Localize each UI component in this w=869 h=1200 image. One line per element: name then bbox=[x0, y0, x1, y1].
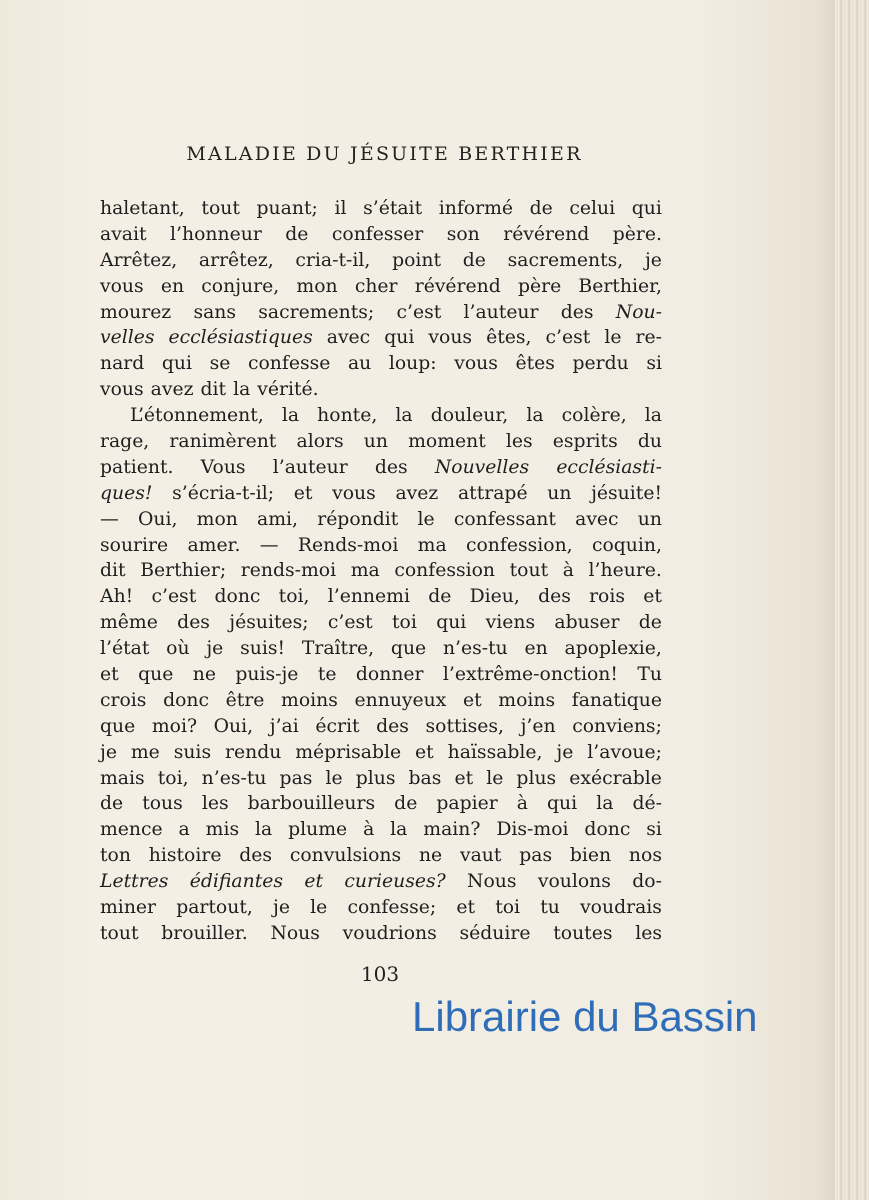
word: haïssable, bbox=[447, 741, 543, 763]
word: Nouvelles bbox=[434, 456, 530, 478]
word: et bbox=[415, 741, 434, 763]
text-line bbox=[100, 351, 662, 377]
word: des bbox=[239, 845, 273, 867]
word: moment bbox=[408, 431, 486, 453]
word: sans bbox=[193, 301, 237, 323]
word: nard bbox=[100, 353, 145, 375]
word: alors bbox=[296, 431, 344, 453]
word: Nous bbox=[467, 871, 517, 893]
word: crois bbox=[100, 689, 147, 711]
word: puant; bbox=[256, 198, 318, 219]
word: et bbox=[462, 689, 482, 711]
word: pas bbox=[279, 767, 313, 789]
word: conviens; bbox=[572, 715, 662, 737]
word: donner bbox=[355, 664, 424, 686]
word: suis bbox=[173, 741, 212, 763]
word: curieuses? bbox=[344, 871, 446, 893]
word: exécrable bbox=[569, 767, 662, 789]
text-line bbox=[100, 403, 662, 429]
word: êtes, bbox=[486, 327, 532, 349]
word: et bbox=[456, 897, 476, 919]
word: Traître, bbox=[301, 638, 375, 660]
word: de bbox=[100, 793, 124, 815]
word: honte, bbox=[317, 405, 378, 427]
word: donc bbox=[584, 819, 631, 841]
word: mis bbox=[205, 819, 240, 841]
word: avez bbox=[150, 379, 194, 401]
word: c’est bbox=[545, 327, 591, 349]
word: vaut bbox=[459, 845, 502, 867]
word: plus bbox=[516, 767, 557, 789]
word: attrapé bbox=[457, 482, 528, 504]
word: suis! bbox=[240, 638, 286, 660]
word: à bbox=[562, 560, 574, 582]
word: Ah! bbox=[100, 586, 134, 608]
word: en bbox=[160, 275, 185, 297]
word: do- bbox=[632, 871, 662, 893]
text-line bbox=[100, 558, 662, 584]
word: main? bbox=[423, 819, 481, 841]
word: écrit bbox=[315, 715, 360, 737]
word: qui bbox=[436, 612, 467, 634]
word: répondit bbox=[317, 508, 399, 530]
word: Dieu, bbox=[469, 586, 520, 608]
word: rage, bbox=[100, 431, 150, 453]
word: vous bbox=[428, 327, 473, 349]
word: toi bbox=[495, 897, 521, 919]
word: au bbox=[347, 353, 372, 375]
word: l’auteur bbox=[463, 301, 539, 323]
text-line bbox=[100, 869, 662, 895]
word: mon bbox=[296, 275, 338, 297]
word: perdu bbox=[572, 353, 629, 375]
text-line bbox=[100, 714, 662, 740]
word: l’honneur bbox=[170, 223, 262, 245]
word: confesse bbox=[247, 353, 331, 375]
word: rends-moi bbox=[240, 560, 337, 582]
word: Vous bbox=[200, 456, 246, 478]
text-line bbox=[100, 274, 662, 300]
word: les bbox=[505, 431, 533, 453]
word: du bbox=[637, 431, 662, 453]
word: puis-je bbox=[235, 664, 299, 686]
word: confesse; bbox=[347, 897, 437, 919]
word: ecclésiasti- bbox=[556, 456, 662, 478]
word: l’auteur bbox=[272, 456, 348, 478]
word: qui bbox=[547, 793, 578, 815]
word: je bbox=[556, 741, 574, 763]
word: des bbox=[374, 456, 408, 478]
word: ques! bbox=[100, 482, 153, 504]
word: de bbox=[638, 612, 662, 634]
word: amer. bbox=[187, 534, 241, 556]
text-line bbox=[100, 300, 662, 326]
word: Berthier, bbox=[578, 275, 662, 297]
text-line bbox=[100, 688, 662, 714]
word: arrêtez, bbox=[198, 249, 274, 271]
word: conjure, bbox=[201, 275, 280, 297]
word: l’ennemi bbox=[327, 586, 410, 608]
word: Tu bbox=[637, 664, 662, 686]
word: de bbox=[428, 586, 452, 608]
word: la bbox=[644, 405, 662, 427]
word: a bbox=[178, 819, 190, 841]
word: la bbox=[255, 819, 273, 841]
text-line bbox=[100, 636, 662, 662]
word: patient. bbox=[100, 456, 174, 478]
text-line bbox=[100, 455, 662, 481]
word: qui bbox=[384, 327, 415, 349]
word: moins bbox=[281, 689, 338, 711]
word: un bbox=[637, 508, 662, 530]
word: — bbox=[259, 534, 279, 556]
word: Nous bbox=[270, 922, 320, 944]
word: bien bbox=[569, 845, 612, 867]
word: c’est bbox=[327, 612, 373, 634]
word: ranimèrent bbox=[169, 431, 277, 453]
word: un bbox=[547, 482, 572, 504]
word: dé- bbox=[632, 793, 662, 815]
word: brouiller. bbox=[161, 922, 248, 944]
word: ma bbox=[350, 560, 380, 582]
word: si bbox=[646, 819, 662, 841]
word: mais bbox=[100, 767, 145, 789]
word: père bbox=[517, 275, 562, 297]
word: confession bbox=[394, 560, 496, 582]
word: confesser bbox=[331, 223, 424, 245]
word: tout bbox=[201, 198, 240, 219]
word: confessant bbox=[453, 508, 556, 530]
word: je bbox=[644, 249, 662, 271]
word: ennuyeux bbox=[354, 689, 447, 711]
word: tout bbox=[100, 922, 139, 944]
word: s’écria-t-il; bbox=[172, 482, 275, 504]
word: n’es-tu bbox=[201, 767, 267, 789]
word: nos bbox=[628, 845, 662, 867]
word: — bbox=[100, 508, 119, 530]
page-number: 103 bbox=[360, 962, 400, 986]
word: dit bbox=[200, 379, 227, 401]
word: te bbox=[317, 664, 337, 686]
word: Oui, bbox=[213, 715, 254, 737]
word: Arrêtez, bbox=[100, 249, 178, 271]
word: voudrais bbox=[580, 897, 662, 919]
word: plus bbox=[355, 767, 396, 789]
word: rendu bbox=[225, 741, 282, 763]
word: informé bbox=[438, 198, 514, 219]
word: toi, bbox=[278, 586, 310, 608]
word: tout bbox=[509, 560, 549, 582]
word: vous bbox=[100, 379, 144, 401]
word: sacrements; bbox=[258, 301, 375, 323]
word: Nou- bbox=[615, 301, 662, 323]
word: fanatique bbox=[571, 689, 662, 711]
word: vous bbox=[454, 353, 498, 375]
word: avec bbox=[575, 508, 619, 530]
word: j’en bbox=[520, 715, 556, 737]
word: haletant, bbox=[100, 198, 185, 219]
word: re- bbox=[635, 327, 662, 349]
word: de bbox=[285, 223, 309, 245]
word: plume bbox=[288, 819, 348, 841]
word: que bbox=[138, 664, 174, 686]
word: de bbox=[529, 198, 553, 219]
word: même bbox=[100, 612, 158, 634]
text-line bbox=[100, 196, 662, 222]
word: des bbox=[560, 301, 594, 323]
word: et bbox=[100, 664, 119, 686]
text-line bbox=[100, 662, 662, 688]
word: que bbox=[100, 715, 136, 737]
word: histoire bbox=[148, 845, 222, 867]
word: L’étonnement, bbox=[130, 405, 264, 427]
word: la bbox=[233, 379, 251, 401]
word: apoplexie, bbox=[564, 638, 662, 660]
word: la bbox=[281, 405, 300, 427]
word: ecclésiastiques bbox=[168, 327, 313, 349]
word: de bbox=[394, 793, 418, 815]
word: Berthier; bbox=[140, 560, 227, 582]
text-line bbox=[100, 895, 662, 921]
word: abuser bbox=[554, 612, 620, 634]
word: la bbox=[526, 405, 544, 427]
word: esprits bbox=[552, 431, 618, 453]
word: l’extrême-onction! bbox=[442, 664, 618, 686]
word: avec bbox=[326, 327, 371, 349]
word: être bbox=[225, 689, 265, 711]
word: qui bbox=[161, 353, 193, 375]
word: s’était bbox=[363, 198, 423, 219]
word: et bbox=[304, 871, 324, 893]
word: des bbox=[538, 586, 571, 608]
word: les bbox=[635, 922, 662, 944]
word: donc bbox=[214, 586, 261, 608]
word: ne bbox=[192, 664, 216, 686]
word: révérend bbox=[503, 223, 590, 245]
word: à bbox=[363, 819, 375, 841]
word: c’est bbox=[396, 301, 442, 323]
word: des bbox=[376, 715, 409, 737]
word: la bbox=[596, 793, 614, 815]
word: révérend bbox=[414, 275, 501, 297]
text-line bbox=[100, 222, 662, 248]
word: édifiantes bbox=[189, 871, 284, 893]
word: le bbox=[310, 897, 328, 919]
word: je bbox=[100, 741, 117, 763]
word: moins bbox=[498, 689, 556, 711]
word: qui bbox=[631, 198, 662, 219]
word: jésuites; bbox=[229, 612, 309, 634]
word: êtes bbox=[515, 353, 555, 375]
word: des bbox=[177, 612, 210, 634]
word: ma bbox=[417, 534, 447, 556]
word: vous bbox=[100, 275, 144, 297]
word: le bbox=[486, 767, 504, 789]
word: l’heure. bbox=[588, 560, 662, 582]
word: vous bbox=[332, 482, 376, 504]
word: dit bbox=[100, 560, 126, 582]
word: barbouilleurs bbox=[247, 793, 376, 815]
word: tous bbox=[142, 793, 183, 815]
word: convulsions bbox=[289, 845, 402, 867]
word: le bbox=[417, 508, 435, 530]
word: mourez bbox=[100, 301, 172, 323]
word: sottises, bbox=[425, 715, 504, 737]
word: en bbox=[524, 638, 548, 660]
word: pas bbox=[519, 845, 553, 867]
word: si bbox=[646, 353, 662, 375]
word: la bbox=[395, 405, 413, 427]
word: n’es-tu bbox=[442, 638, 508, 660]
word: Dis-moi bbox=[496, 819, 569, 841]
word: il bbox=[334, 198, 347, 219]
text-line bbox=[100, 740, 662, 766]
word: jésuite! bbox=[591, 482, 662, 504]
word: méprisable bbox=[295, 741, 402, 763]
text-line bbox=[100, 921, 662, 947]
text-line bbox=[100, 325, 662, 351]
word: se bbox=[209, 353, 231, 375]
word: un bbox=[363, 431, 388, 453]
word: rois bbox=[589, 586, 626, 608]
word: voudrions bbox=[342, 922, 437, 944]
word: sourire bbox=[100, 534, 169, 556]
word: père. bbox=[612, 223, 662, 245]
word: les bbox=[201, 793, 229, 815]
word: l’avoue; bbox=[587, 741, 662, 763]
word: papier bbox=[436, 793, 498, 815]
word: celui bbox=[569, 198, 616, 219]
word: je bbox=[206, 638, 224, 660]
text-line bbox=[100, 507, 662, 533]
word: donc bbox=[163, 689, 210, 711]
word: et bbox=[454, 767, 474, 789]
word: que bbox=[390, 638, 427, 660]
word: viens bbox=[485, 612, 536, 634]
word: ton bbox=[100, 845, 131, 867]
text-line bbox=[100, 817, 662, 843]
word: le bbox=[325, 767, 343, 789]
word: coquin, bbox=[591, 534, 662, 556]
watermark-text: Librairie du Bassin bbox=[412, 993, 758, 1040]
word: toi bbox=[392, 612, 417, 634]
word: partout, bbox=[176, 897, 253, 919]
word: à bbox=[516, 793, 528, 815]
word: où bbox=[166, 638, 190, 660]
word: son bbox=[446, 223, 480, 245]
word: Rends-moi bbox=[297, 534, 399, 556]
text-line bbox=[100, 791, 662, 817]
word: cher bbox=[354, 275, 398, 297]
word: miner bbox=[100, 897, 157, 919]
text-line bbox=[100, 248, 662, 274]
word: et bbox=[293, 482, 313, 504]
word: mence bbox=[100, 819, 163, 841]
word: voulons bbox=[537, 871, 611, 893]
text-line bbox=[100, 584, 662, 610]
word: et bbox=[643, 586, 662, 608]
word: l’état bbox=[100, 638, 150, 660]
text-line bbox=[100, 610, 662, 636]
word: je bbox=[273, 897, 290, 919]
word: cria-t-il, bbox=[295, 249, 371, 271]
word: avez bbox=[395, 482, 439, 504]
word: Oui, bbox=[137, 508, 178, 530]
word: douleur, bbox=[430, 405, 509, 427]
word: c’est bbox=[151, 586, 197, 608]
word: colère, bbox=[561, 405, 627, 427]
word: ami, bbox=[257, 508, 299, 530]
word: vérité. bbox=[257, 379, 319, 401]
text-line bbox=[100, 481, 662, 507]
word: sacrements, bbox=[507, 249, 624, 271]
word: toutes bbox=[553, 922, 613, 944]
word: point bbox=[392, 249, 442, 271]
word: velles bbox=[100, 327, 155, 349]
word: me bbox=[130, 741, 160, 763]
word: tu bbox=[540, 897, 560, 919]
word: moi? bbox=[151, 715, 198, 737]
word: avait bbox=[100, 223, 147, 245]
text-line bbox=[100, 429, 662, 455]
word: loup: bbox=[388, 353, 437, 375]
running-head: MALADIE DU JÉSUITE BERTHIER bbox=[186, 143, 583, 165]
word: de bbox=[462, 249, 486, 271]
word: j’ai bbox=[269, 715, 299, 737]
text-line bbox=[100, 766, 662, 792]
text-line bbox=[100, 843, 662, 869]
word: ne bbox=[418, 845, 443, 867]
text-line bbox=[100, 533, 662, 559]
word: la bbox=[390, 819, 408, 841]
word: séduire bbox=[459, 922, 531, 944]
word: Lettres bbox=[100, 871, 169, 893]
text-line bbox=[100, 377, 662, 403]
word: confession, bbox=[465, 534, 573, 556]
word: toi, bbox=[157, 767, 189, 789]
body-text bbox=[100, 196, 662, 947]
word: bas bbox=[408, 767, 442, 789]
word: le bbox=[604, 327, 622, 349]
word: mon bbox=[196, 508, 238, 530]
